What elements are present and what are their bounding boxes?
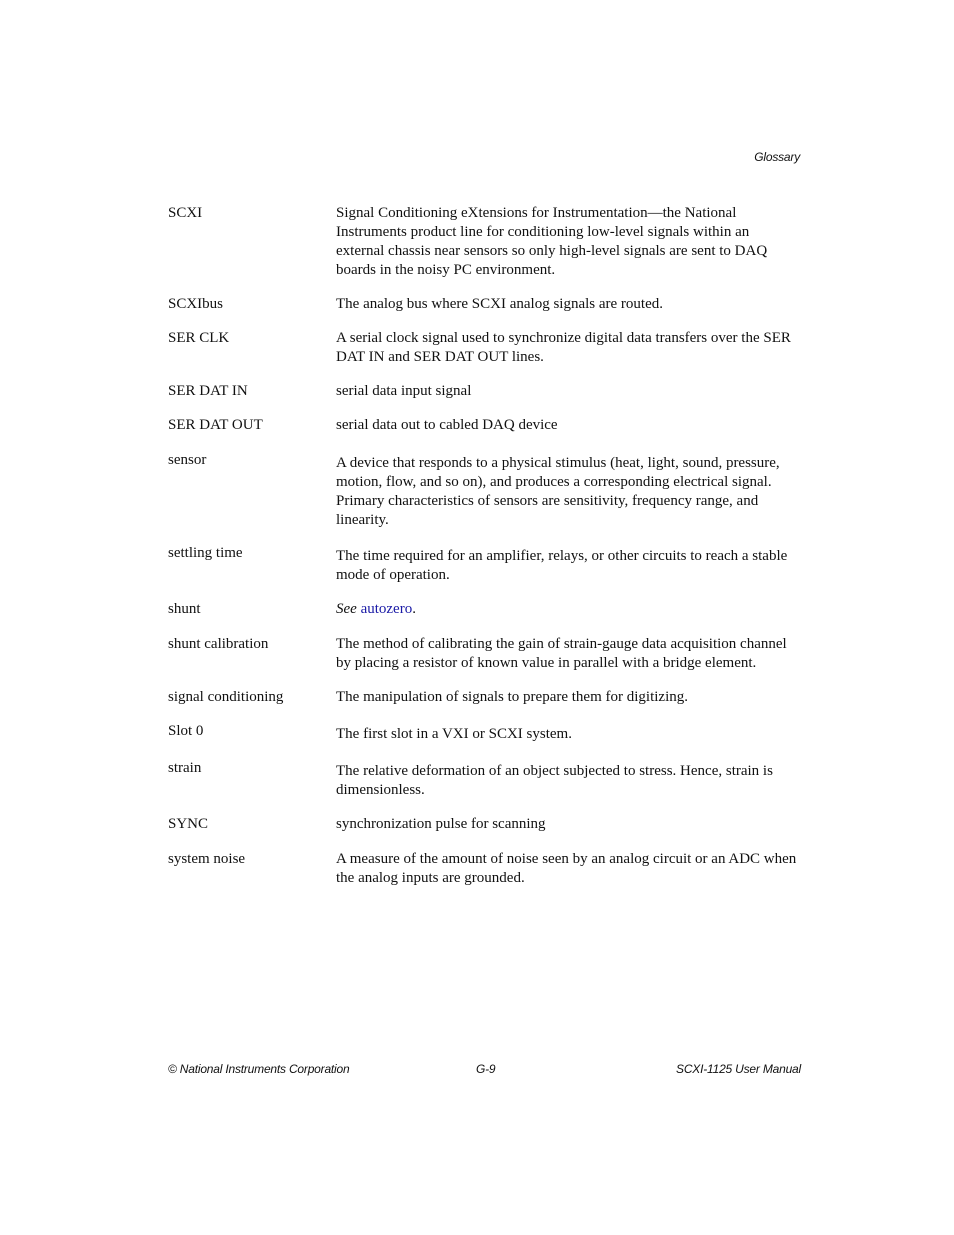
glossary-definition: The analog bus where SCXI analog signals are routed.: [336, 296, 663, 312]
glossary-term: strain: [168, 760, 202, 776]
footer-manual-title: SCXI-1125 User Manual: [676, 1062, 801, 1076]
see-prefix: See: [336, 601, 357, 617]
glossary-definition: serial data input signal: [336, 383, 472, 399]
footer-page-number: G-9: [476, 1062, 496, 1076]
glossary-term: settling time: [168, 545, 243, 561]
glossary-definition: [336, 600, 801, 619]
glossary-definition: Signal Conditioning eXtensions for Instrumentation—the National Instruments product line for conditioning low-level signals within an external chassis near sensors so only high-level signals are sent to DAQ boards in the noisy PC environment.: [336, 205, 768, 278]
glossary-definition: The relative deformation of an object subjected to stress. Hence, strain is dimensionless.: [336, 763, 773, 798]
page-footer: [168, 1062, 801, 1080]
autozero-link[interactable]: autozero: [360, 601, 413, 617]
glossary-term: SER DAT OUT: [168, 417, 263, 433]
glossary-definition: serial data out to cabled DAQ device: [336, 417, 558, 433]
glossary-definition: The time required for an amplifier, relays, or other circuits to reach a stable mode of operation.: [336, 548, 788, 583]
glossary-definition: A serial clock signal used to synchronize digital data transfers over the SER DAT IN and SER DAT OUT lines.: [336, 330, 791, 365]
glossary-term: SCXI: [168, 205, 203, 221]
glossary-term: Slot 0: [168, 723, 204, 739]
footer-copyright: © National Instruments Corporation: [168, 1062, 350, 1076]
glossary-term: SER CLK: [168, 330, 230, 346]
glossary-term: shunt: [168, 601, 201, 617]
glossary-term: signal conditioning: [168, 689, 284, 705]
glossary-definition: A measure of the amount of noise seen by an analog circuit or an ADC when the analog inputs are grounded.: [336, 851, 797, 886]
glossary-definition: The method of calibrating the gain of strain-gauge data acquisition channel by placing a resistor of known value in parallel with a bridge element.: [336, 636, 787, 671]
glossary-term: system noise: [168, 851, 246, 867]
glossary-term: SCXIbus: [168, 296, 224, 312]
running-header-section: Glossary: [754, 150, 800, 164]
glossary-definition: synchronization pulse for scanning: [336, 816, 546, 832]
glossary-term: SYNC: [168, 816, 209, 832]
glossary-definition: The manipulation of signals to prepare them for digitizing.: [336, 689, 688, 705]
glossary-definition: A device that responds to a physical stimulus (heat, light, sound, pressure, motion, flow, and so on), and produces a corresponding electrical signal. Primary characteristics of sensors are sensitivity, frequency range, and linearity.: [336, 455, 780, 528]
glossary-definition: The first slot in a VXI or SCXI system.: [336, 726, 572, 742]
see-suffix: .: [412, 601, 416, 617]
glossary-term: sensor: [168, 452, 207, 468]
glossary-term: shunt calibration: [168, 636, 269, 652]
glossary-term: SER DAT IN: [168, 383, 248, 399]
